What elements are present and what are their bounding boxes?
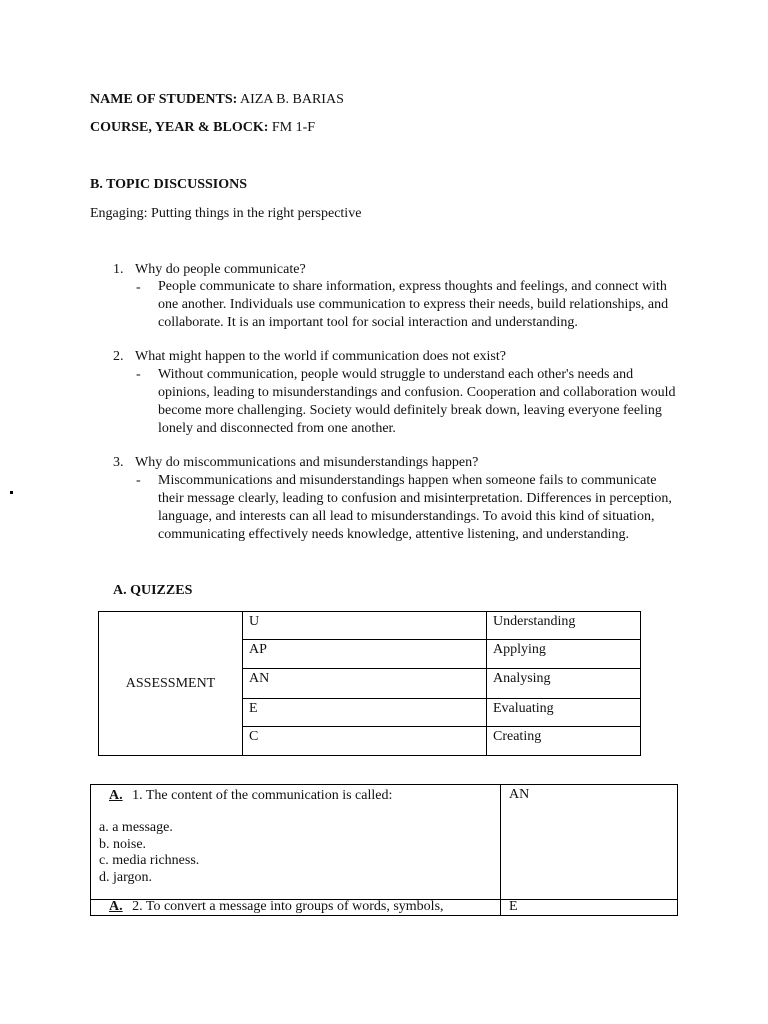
course-value: FM 1-F xyxy=(271,120,316,135)
question-number: 1. xyxy=(113,262,124,277)
quiz-question: 2. To convert a message into groups of words, symbols, xyxy=(132,899,444,914)
answer-dash: - xyxy=(136,280,141,295)
question-text: Why do miscommunications and misunderstandings happen? xyxy=(135,455,479,470)
level-code: AP xyxy=(243,640,487,669)
stray-dot xyxy=(10,491,13,494)
quiz-option: d. jargon. xyxy=(99,869,153,885)
quiz-level: AN xyxy=(501,785,678,900)
answer-dash: - xyxy=(136,473,141,488)
question-text: What might happen to the world if communication does not exist? xyxy=(135,349,506,364)
quiz-level: E xyxy=(501,900,678,916)
question-number: 2. xyxy=(113,349,124,364)
level-label: Applying xyxy=(487,640,641,669)
question-number: 3. xyxy=(113,455,124,470)
student-name-line xyxy=(90,92,344,108)
course-line xyxy=(90,120,315,136)
answer-text: People communicate to share information, express thoughts and feelings, and connect with one another. Individuals use communication to express their needs, build relationships, and collaborate. It is an important tool for social interaction and understanding. xyxy=(158,279,669,330)
quiz-question-cell xyxy=(91,900,501,916)
course-label: COURSE, YEAR & BLOCK: xyxy=(90,120,269,135)
section-b-title: B. TOPIC DISCUSSIONS xyxy=(90,177,248,192)
quiz-answer: A. xyxy=(109,788,123,803)
quiz-row xyxy=(91,900,678,916)
section-b-subtitle: Engaging: Putting things in the right perspective xyxy=(90,206,362,221)
answer-text: Without communication, people would struggle to understand each other's needs and opinions, leading to misunderstandings and confusion. Cooperation and collaboration would become more challenging. Society would definitely break down, leaving everyone feeling lonely and disconnected from one another. xyxy=(158,367,676,436)
level-code: E xyxy=(243,699,487,727)
level-label: Evaluating xyxy=(487,699,641,727)
level-code: C xyxy=(243,727,487,756)
quiz-row xyxy=(91,785,678,900)
level-code: U xyxy=(243,612,487,640)
quiz-option: a. a message. xyxy=(99,820,173,835)
quiz-question-cell xyxy=(91,785,501,900)
quiz-option: c. media richness. xyxy=(99,853,200,868)
student-name-value: AIZA B. BARIAS xyxy=(240,92,344,107)
quiz-answer: A. xyxy=(109,899,123,914)
student-name-label: NAME OF STUDENTS: xyxy=(90,92,238,107)
assessment-row xyxy=(99,612,641,640)
level-label: Analysing xyxy=(487,669,641,699)
assessment-table xyxy=(98,611,641,756)
answer-dash: - xyxy=(136,367,141,382)
level-label: Creating xyxy=(487,727,641,756)
level-code: AN xyxy=(243,669,487,699)
level-label: Understanding xyxy=(487,612,641,640)
quizzes-title: A. QUIZZES xyxy=(113,583,193,598)
quiz-table xyxy=(90,784,678,916)
quiz-question: 1. The content of the communication is called: xyxy=(132,788,393,803)
assessment-label: ASSESSMENT xyxy=(99,612,243,756)
question-text: Why do people communicate? xyxy=(135,262,306,277)
answer-text: Miscommunications and misunderstandings happen when someone fails to communicate their message clearly, leading to confusion and misinterpretation. Differences in perception, language, and interests can all lead to misunderstandings. To avoid this kind of situation, communicating effectively needs knowledge, attentive listening, and understanding. xyxy=(158,473,672,542)
quiz-option: b. noise. xyxy=(99,836,147,852)
